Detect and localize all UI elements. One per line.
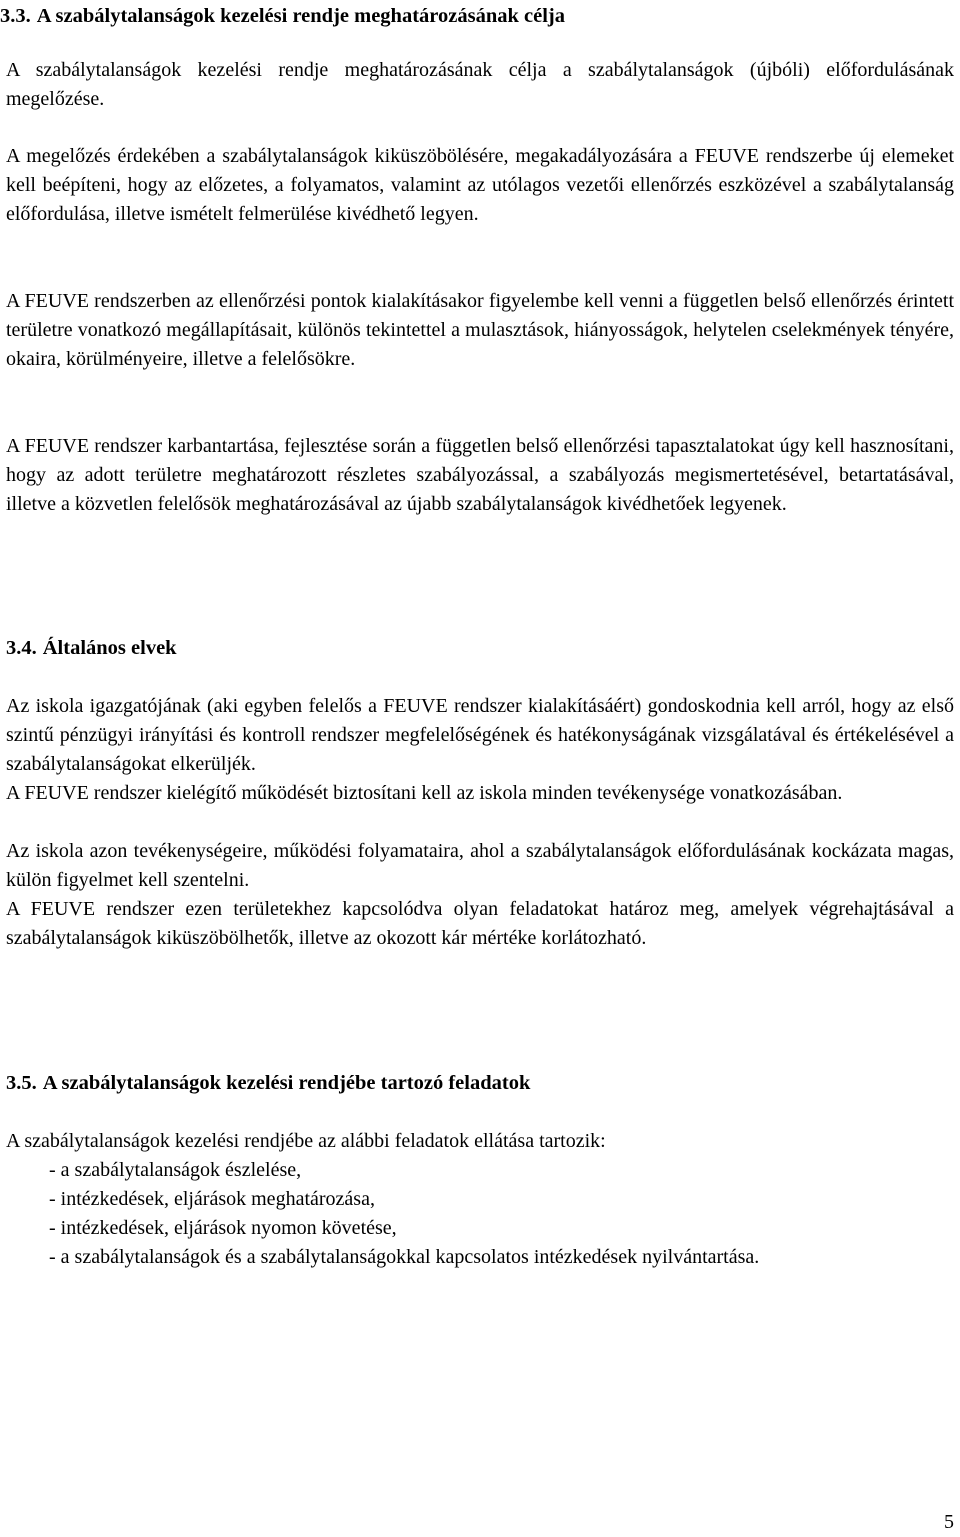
section-number: 3.5. [6, 1072, 37, 1094]
list-item: - a szabálytalanságok és a szabálytalanságokkal kapcsolatos intézkedések nyilvántartása. [49, 1246, 760, 1268]
section-heading-3-5 [6, 1069, 530, 1097]
list-item: - intézkedések, eljárások meghatározása, [49, 1188, 375, 1210]
section-heading-3-4 [6, 634, 177, 662]
task-list [6, 1156, 954, 1272]
paragraph: A FEUVE rendszerben az ellenőrzési pontok kialakításakor figyelembe kell venni a független belső ellenőrzés érintett területre vonatkozó megállapításait, különös tekintettel a mulasztások, hiányosságok, helytelen cselekmények tényére, okaira, körülményeire, illetve a felelősökre. [6, 290, 954, 370]
section-heading-3-3 [0, 2, 565, 30]
paragraph: A szabálytalanságok kezelési rendje meghatározásának célja a szabálytalanságok (újbóli) előfordulásának megelőzése. [6, 59, 954, 110]
paragraph: Az iskola azon tevékenységeire, működési folyamataira, ahol a szabálytalanságok előfordulásának kockázata magas, külön figyelmet kell szentelni. [6, 840, 954, 891]
page-number: 5 [944, 1511, 954, 1533]
list-intro: A szabálytalanságok kezelési rendjébe az alábbi feladatok ellátása tartozik: [6, 1130, 606, 1152]
paragraph: A FEUVE rendszer karbantartása, fejlesztése során a független belső ellenőrzési tapasztalatokat úgy kell hasznosítani, hogy az adott területre meghatározott részletes szabályozással, a szabályozás megismertetésével, betartatásával, illetve a közvetlen felelősök meghatározásával az újabb szabálytalanságok kivédhetőek legyenek. [6, 435, 954, 515]
paragraph: A FEUVE rendszer kielégítő működését biztosítani kell az iskola minden tevékenysége vonatkozásában. [6, 782, 843, 804]
list-item: - a szabálytalanságok észlelése, [49, 1159, 302, 1181]
list-item: - intézkedések, eljárások nyomon követése, [49, 1217, 397, 1239]
paragraph: Az iskola igazgatójának (aki egyben felelős a FEUVE rendszer kialakításáért) gondoskodnia kell arról, hogy az első szintű pénzügyi irányítási és kontroll rendszer megfelelőségének és hatékonyságának vizsgálatával és értékelésével a szabálytalanságokat elkerüljék. [6, 695, 954, 775]
paragraph: A megelőzés érdekében a szabálytalanságok kiküszöbölésére, megakadályozására a FEUVE rendszerbe új elemeket kell beépíteni, hogy az előzetes, a folyamatos, valamint az utólagos vezetői ellenőrzés eszközével a szabálytalanság előfordulása, illetve ismételt felmerülése kivédhető legyen. [6, 145, 954, 225]
paragraph: A FEUVE rendszer ezen területekhez kapcsolódva olyan feladatokat határoz meg, amelyek végrehajtásával a szabálytalanságok kiküszöbölhetők, illetve az okozott kár mértéke korlátozható. [6, 898, 954, 949]
section-title: Általános elvek [42, 637, 177, 659]
section-number: 3.3. [0, 5, 31, 27]
section-number: 3.4. [6, 637, 37, 659]
section-title: A szabálytalanságok kezelési rendjébe tartozó feladatok [42, 1072, 531, 1094]
section-title: A szabálytalanságok kezelési rendje meghatározásának célja [36, 5, 565, 27]
